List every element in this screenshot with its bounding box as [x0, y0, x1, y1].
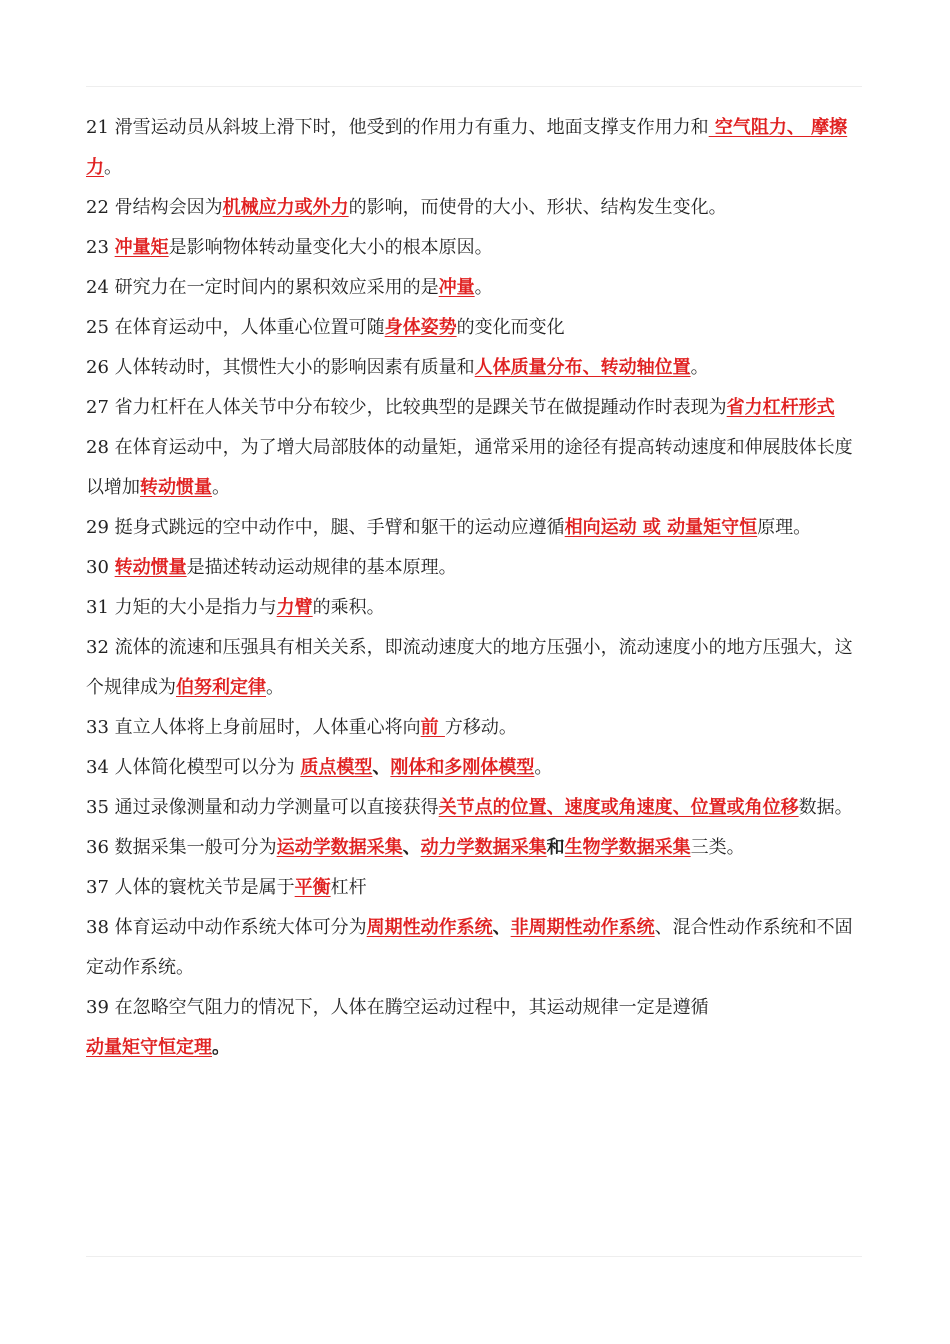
question-text: 人体简化模型可以分为 — [114, 757, 301, 778]
answer-blank: 关节点的位置、速度或角速度、位置或角位移 — [438, 797, 799, 818]
answer-blank: 冲量矩 — [114, 237, 169, 258]
question-number: 36 — [86, 837, 109, 858]
question-text: 通过录像测量和动力学测量可以直接获得 — [114, 797, 439, 818]
question-item-38 — [86, 908, 862, 988]
question-number: 32 — [86, 637, 109, 658]
question-number: 34 — [86, 757, 109, 778]
question-item-29 — [86, 508, 862, 548]
question-item-31 — [86, 588, 862, 628]
answer-blank: 人体质量分布、转动轴位置 — [474, 357, 691, 378]
answer-blank: 动量矩守恒定理 — [86, 1037, 212, 1058]
answer-blank: 前 — [420, 717, 445, 738]
page-top-rule — [86, 86, 862, 87]
question-item-34 — [86, 748, 862, 788]
question-number: 25 — [86, 317, 109, 338]
answer-blank: 非周期性动作系统 — [510, 917, 655, 938]
question-number: 26 — [86, 357, 109, 378]
question-text: 滑雪运动员从斜坡上滑下时，他受到的作用力有重力、地面支撑支作用力和 — [114, 117, 709, 138]
question-text: 省力杠杆在人体关节中分布较少，比较典型的是踝关节在做提踵动作时表现为 — [114, 397, 727, 418]
question-text: 方移动。 — [444, 717, 517, 738]
question-number: 35 — [86, 797, 109, 818]
question-text: 骨结构会因为 — [114, 197, 223, 218]
question-text: 挺身式跳远的空中动作中，腿、手臂和躯干的运动应遵循 — [114, 517, 565, 538]
question-number: 27 — [86, 397, 109, 418]
question-text: 研究力在一定时间内的累积效应采用的是 — [114, 277, 439, 298]
question-text: 的乘积。 — [312, 597, 385, 618]
question-text: 原理。 — [757, 517, 812, 538]
answer-blank: 伯努利定律 — [176, 677, 266, 698]
question-number: 23 — [86, 237, 109, 258]
question-text: 、 — [492, 917, 511, 938]
question-text: 、混合性动作系统和不固定动作系统。 — [86, 917, 853, 978]
question-item-37 — [86, 868, 862, 908]
answer-blank: 平衡 — [294, 877, 331, 898]
question-item-33 — [86, 708, 862, 748]
question-text: 在体育运动中，人体重心位置可随 — [114, 317, 385, 338]
question-number: 38 — [86, 917, 109, 938]
question-number: 24 — [86, 277, 109, 298]
question-number: 31 — [86, 597, 109, 618]
question-item-36 — [86, 828, 862, 868]
answer-blank: 空气阻力、 摩擦力 — [86, 117, 848, 178]
answer-blank: 转动惯量 — [114, 557, 187, 578]
answer-blank: 身体姿势 — [384, 317, 457, 338]
answer-blank: 省力杠杆形式 — [726, 397, 835, 418]
question-text: 数据。 — [798, 797, 853, 818]
question-text: 在体育运动中，为了增大局部肢体的动量矩，通常采用的途径有提高转动速度和伸展肢体长度以增加 — [86, 437, 853, 498]
question-item-25 — [86, 308, 862, 348]
question-item-22 — [86, 188, 862, 228]
question-text: 的变化而变化 — [456, 317, 565, 338]
question-item-23 — [86, 228, 862, 268]
question-text: 。 — [212, 477, 230, 498]
question-number: 29 — [86, 517, 109, 538]
question-text: 。 — [266, 677, 284, 698]
question-text: 的影响，而使骨的大小、形状、结构发生变化。 — [348, 197, 727, 218]
answer-blank: 动力学数据采集 — [420, 837, 547, 858]
answer-blank: 转动惯量 — [140, 477, 212, 498]
answer-blank: 相向运动 或 动量矩守恒 — [564, 517, 758, 538]
question-item-35 — [86, 788, 862, 828]
question-text: 三类。 — [690, 837, 745, 858]
question-text: 是影响物体转动量变化大小的根本原因。 — [168, 237, 493, 258]
question-item-30 — [86, 548, 862, 588]
question-item-28 — [86, 428, 862, 508]
question-text: 和 — [546, 837, 565, 858]
question-number: 33 — [86, 717, 109, 738]
question-text: 力矩的大小是指力与 — [114, 597, 277, 618]
question-text: 。 — [534, 757, 553, 778]
question-number: 28 — [86, 437, 109, 458]
question-number: 22 — [86, 197, 109, 218]
question-item-32 — [86, 628, 862, 708]
question-text: 、 — [402, 837, 421, 858]
question-number: 39 — [86, 997, 109, 1018]
question-text: 。 — [212, 1037, 230, 1058]
answer-blank: 运动学数据采集 — [276, 837, 403, 858]
question-item-24 — [86, 268, 862, 308]
question-list — [86, 108, 862, 1068]
question-text: 。 — [104, 157, 122, 178]
answer-blank: 周期性动作系统 — [366, 917, 493, 938]
question-text: 。 — [474, 277, 493, 298]
question-number: 37 — [86, 877, 109, 898]
answer-blank: 力臂 — [276, 597, 313, 618]
answer-blank: 冲量 — [438, 277, 475, 298]
answer-blank: 生物学数据采集 — [564, 837, 691, 858]
answer-blank: 质点模型 — [300, 757, 373, 778]
question-text: 是描述转动运动规律的基本原理。 — [186, 557, 457, 578]
question-text: 在忽略空气阻力的情况下，人体在腾空运动过程中，其运动规律一定是遵循 — [114, 997, 709, 1018]
question-number: 30 — [86, 557, 109, 578]
page-bottom-rule — [86, 1256, 862, 1257]
question-item-26 — [86, 348, 862, 388]
question-text: 人体的寰枕关节是属于 — [114, 877, 295, 898]
question-item-27 — [86, 388, 862, 428]
question-text: 体育运动中动作系统大体可分为 — [114, 917, 367, 938]
question-text: 流体的流速和压强具有相关关系，即流动速度大的地方压强小，流动速度小的地方压强大，这个规律成为 — [86, 637, 853, 698]
question-text: 数据采集一般可分为 — [114, 837, 277, 858]
question-text: 、 — [372, 757, 391, 778]
answer-blank: 机械应力或外力 — [222, 197, 349, 218]
question-text: 。 — [690, 357, 709, 378]
question-text: 人体转动时，其惯性大小的影响因素有质量和 — [114, 357, 475, 378]
question-item-39 — [86, 988, 862, 1068]
question-text: 直立人体将上身前屈时，人体重心将向 — [114, 717, 421, 738]
question-text: 杠杆 — [330, 877, 367, 898]
answer-blank: 刚体和多刚体模型 — [390, 757, 535, 778]
question-item-21 — [86, 108, 862, 188]
question-number: 21 — [86, 117, 109, 138]
